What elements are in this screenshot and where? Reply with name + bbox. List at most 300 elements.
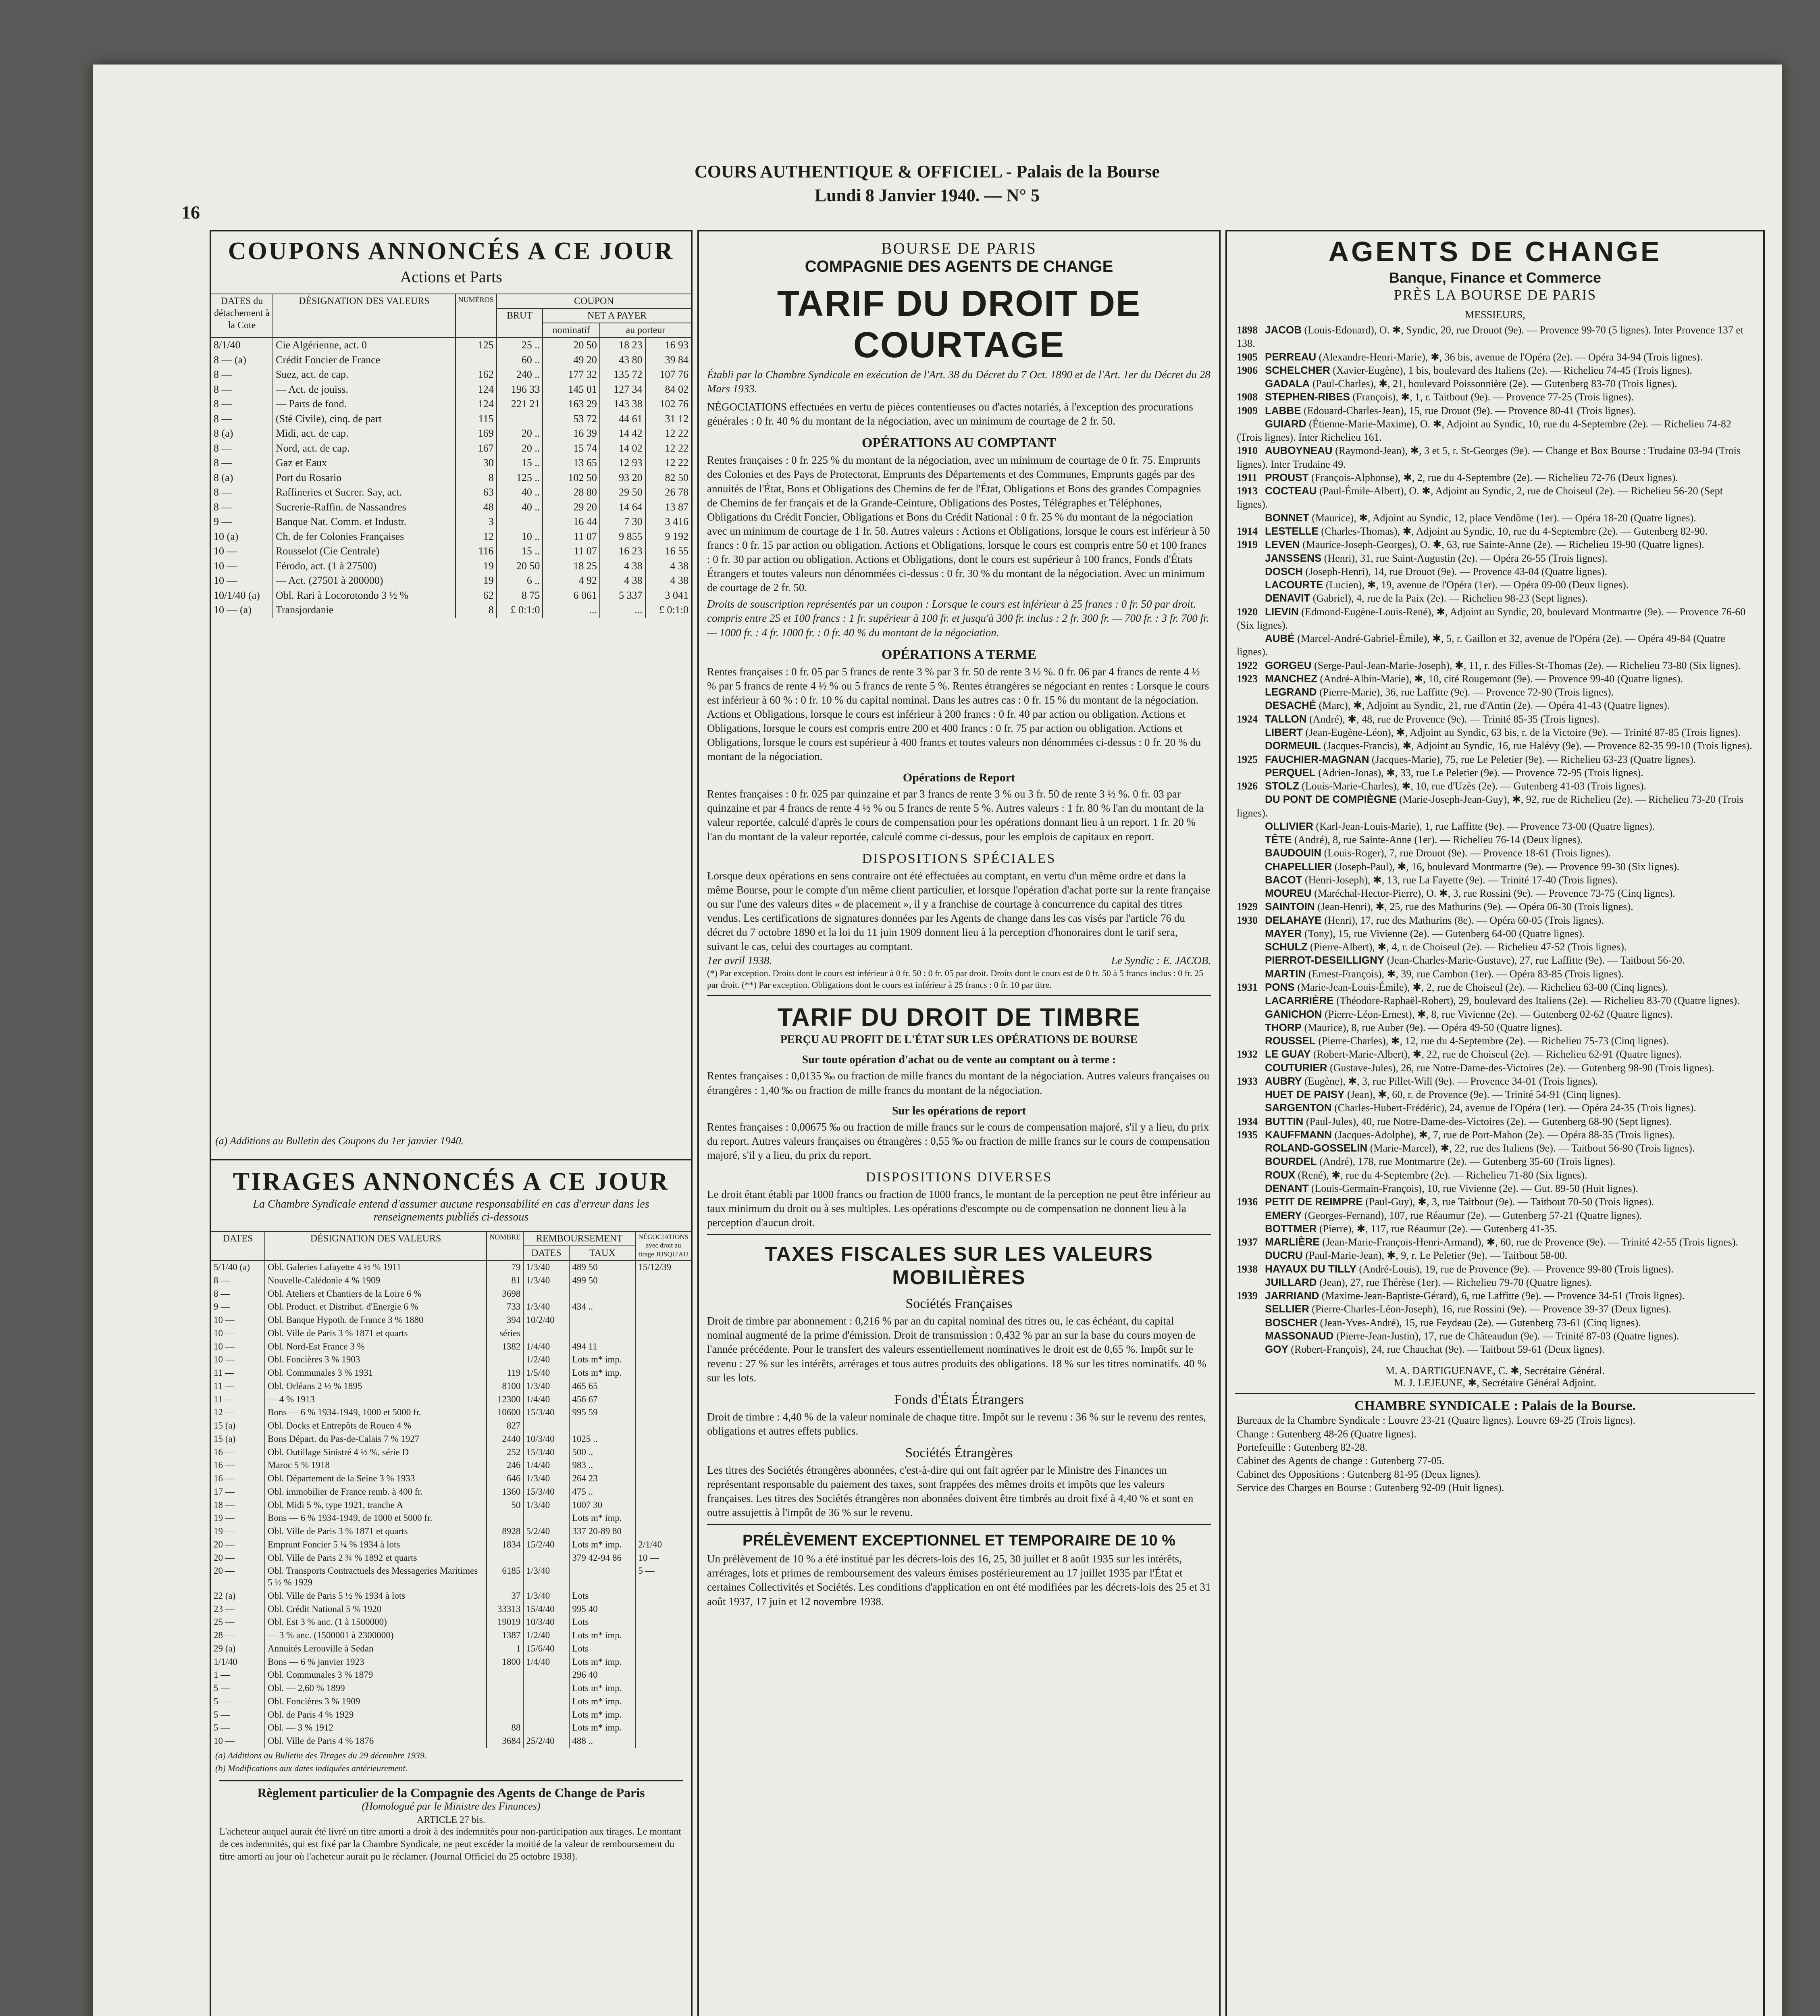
courtage-footnotes: (*) Par exception. Droits dont le cours est inférieur à 0 fr. 50 : 0 fr. 05 par droit. Droits dont le cours est de 0 fr. 50 à 5 francs inclus : 0 fr. 25 par droit. (**) Par exception. Obligations dont le cours est inférieur à 25 francs : 0 fr. 10 par titre. xyxy=(707,968,1204,990)
comptant-text: Rentes françaises : 0 fr. 225 % du montant de la négociation, avec un minimum de courtage de 0 fr. 75. Emprunts des Colonies et des Pays de Protectorat, Emprunts des Départements et des Communes, Emprunts gagés par des annuités de l'État, Bons et Obligations des Chemins de fer de l'État, Obligations et Bons des grandes Compagnies de Chemins de fer français et de la Grande-Ceinture, Obligations des Postes, Télégraphes et Téléphones, Obligations du Crédit Foncier, Obligations et Bons du Crédit National : 0 fr. 25 % du montant de la négociation avec un minimum de courtage de 1 fr. 50. Autres valeurs : Actions et Obligations, lorsque le cours est inférieur à 50 francs : 0 fr. 15 par action ou obligation. Actions et Obligations, lorsque le cours est compris entre 50 et 100 francs : 0 fr. 30 par action ou obligation. Actions et Obligations, dont le cours est supérieur à 100 francs, Fonds d'États Étrangers et toutes valeurs non dénommées ci-dessus : 0 fr. 30 % du montant de la négociation. Avec un minimum de courtage de 2 fr. 50. xyxy=(707,454,1210,594)
tirage-row xyxy=(211,1459,691,1472)
agent-name: MARTIN xyxy=(1265,967,1306,980)
tirage-cell xyxy=(523,1287,569,1301)
tirage-cell: 1/2/40 xyxy=(523,1353,569,1366)
agent-entry xyxy=(1237,685,1753,699)
courtage-title: TARIF DU DROIT DE COURTAGE xyxy=(777,283,1141,365)
coupon-cell: 25 .. xyxy=(497,337,543,353)
agent-entry xyxy=(1237,471,1753,484)
tirage-cell xyxy=(523,1668,569,1682)
tirage-cell xyxy=(635,1721,691,1735)
terme-title: OPÉRATIONS A TERME xyxy=(881,647,1037,662)
agent-entry xyxy=(1237,565,1753,578)
tirage-row xyxy=(211,1353,691,1366)
tirage-cell: Obl. Communales 3 % 1879 xyxy=(265,1668,487,1682)
coupon-cell: 12 22 xyxy=(645,426,691,441)
tirage-cell: 394 xyxy=(487,1314,523,1327)
coupon-cell: 125 .. xyxy=(497,471,543,485)
chambre-line: Service des Charges en Bourse : Gutenberg 92-09 (Huit lignes). xyxy=(1237,1481,1504,1493)
agent-details: (Jacques-Adolphe), ✱, 7, rue de Port-Mahon (2e). — Opéra 88-35 (Trois lignes). xyxy=(1334,1129,1675,1141)
tirage-cell: Obl. Ville de Paris 5 ½ % 1934 à lots xyxy=(265,1589,487,1603)
agent-entry xyxy=(1237,914,1753,927)
agent-entry xyxy=(1237,672,1753,685)
tirage-cell xyxy=(487,1552,523,1565)
tirage-cell: 983 .. xyxy=(569,1459,635,1472)
chambre-title: CHAMBRE SYNDICALE : Palais de la Bourse. xyxy=(1354,1398,1636,1414)
tirage-cell xyxy=(523,1682,569,1695)
agent-name: MAYER xyxy=(1265,927,1302,939)
coupon-cell: 10 — xyxy=(214,560,237,572)
agent-name: LEGRAND xyxy=(1265,686,1317,698)
agent-details: (Edmond-Eugène-Louis-René), ✱, Adjoint au Syndic, 20, boulevard Montmartre (9e). — Provence 76-60 (Six lignes). xyxy=(1237,606,1746,631)
coupon-cell: 196 33 xyxy=(497,382,543,397)
agent-name: SCHULZ xyxy=(1265,941,1308,953)
agent-name: SARGENTON xyxy=(1265,1102,1332,1114)
tirage-row xyxy=(211,1260,691,1274)
fonds-etrangers-text: Droit de timbre : 4,40 % de la valeur nominale de chaque titre. Impôt sur le revenu : 36 % sur le revenu des rentes, obligations et autres effets publics. xyxy=(707,1410,1206,1437)
agent-year: 1936 xyxy=(1237,1196,1258,1208)
agent-details: (Jacques-Marie), 75, rue Le Peletier (9e). — Richelieu 63-23 (Quatre lignes). xyxy=(1372,753,1696,765)
agent-name: TÊTE xyxy=(1265,833,1292,846)
col-nominatif: nominatif xyxy=(543,323,600,337)
coupon-cell: 135 72 xyxy=(600,367,645,382)
agent-name: BOTTMER xyxy=(1265,1222,1317,1235)
coupon-cell: 63 xyxy=(456,485,497,500)
tirage-cell: 500 .. xyxy=(569,1446,635,1459)
agent-details: (André), 178, rue Montmartre (2e). — Gutenberg 35-60 (Trois lignes). xyxy=(1319,1156,1616,1168)
coupon-cell: 4 38 xyxy=(600,559,645,574)
tirages-subtitle: La Chambre Syndicale entend d'assumer aucune responsabilité en cas d'erreur dans les renseignements publiés ci-dessous xyxy=(253,1198,649,1223)
page-number: 16 xyxy=(181,202,200,223)
reglement-title: Règlement particulier de la Compagnie des Agents de Change de Paris xyxy=(257,1785,645,1800)
agent-name: THORP xyxy=(1265,1021,1302,1033)
coupon-cell: 39 84 xyxy=(645,353,691,368)
tirage-cell: 5 — xyxy=(635,1564,691,1589)
tirage-cell: Lots xyxy=(569,1616,635,1629)
tirage-cell: Obl. Product. et Distribut. d'Energie 6 % xyxy=(265,1300,487,1314)
tirage-row xyxy=(211,1314,691,1327)
coupon-cell: (Sté Civile), cinq. de part xyxy=(273,412,456,427)
agent-name: LABBE xyxy=(1265,404,1301,417)
coupon-cell: 6 061 xyxy=(543,588,600,603)
coupon-cell: 15 74 xyxy=(543,441,600,456)
tirage-cell: 10 — xyxy=(214,1354,235,1365)
tirage-cell: 646 xyxy=(487,1472,523,1485)
tirage-cell: 5 — xyxy=(214,1696,230,1706)
coupon-cell: 9 — xyxy=(214,516,232,527)
agent-entry xyxy=(1237,1115,1753,1128)
tirage-cell: 11 — xyxy=(214,1394,234,1404)
coupon-cell: 44 61 xyxy=(600,412,645,427)
agent-entry xyxy=(1237,739,1753,752)
agent-details: (Jean-Yves-André), 15, rue Feydeau (2e). — Gutenberg 73-61 (Cinq lignes). xyxy=(1320,1316,1641,1329)
tirage-cell: 379 42-94 86 xyxy=(569,1552,635,1565)
agent-details: (Robert-Marie-Albert), ✱, 22, rue de Choiseul (2e). — Richelieu 62-91 (Quatre lignes). xyxy=(1313,1048,1682,1060)
coupon-cell: 8 xyxy=(456,471,497,485)
tirage-cell xyxy=(523,1419,569,1433)
agent-details: (Maréchal-Hector-Pierre), O. ✱, 3, rue Rossini (9e). — Provence 73-75 (Cinq lignes). xyxy=(1314,887,1675,900)
agent-entry xyxy=(1237,833,1753,846)
col-t-remboursement: REMBOURSEMENT xyxy=(523,1231,635,1246)
tirage-row xyxy=(211,1721,691,1735)
agent-year: 1910 xyxy=(1237,445,1258,457)
tirage-cell xyxy=(569,1287,635,1301)
coupon-cell: Suez, act. de cap. xyxy=(273,367,456,382)
tirage-cell: 6185 xyxy=(487,1564,523,1589)
coupons-note: (a) Additions au Bulletin des Coupons du 1er janvier 1940. xyxy=(215,1135,464,1147)
tirage-cell: 28 — xyxy=(214,1630,235,1640)
tirage-cell: 10 — xyxy=(214,1341,235,1352)
tirage-row xyxy=(211,1472,691,1485)
coupon-cell: 16 55 xyxy=(645,544,691,559)
agent-details: (Jean), 27, rue Thérèse (1er). — Richelieu 79-70 (Quatre lignes). xyxy=(1319,1276,1592,1288)
agent-entry xyxy=(1237,390,1753,404)
coupon-cell: 12 93 xyxy=(600,456,645,471)
tirage-row xyxy=(211,1485,691,1499)
coupons-tirages-column xyxy=(210,230,693,2016)
tirage-cell: 488 .. xyxy=(569,1735,635,1748)
tirage-cell: 20 — xyxy=(214,1552,235,1563)
coupon-cell: 8 — xyxy=(214,412,232,425)
agent-entry xyxy=(1237,1034,1753,1048)
agents-subtitle: Banque, Finance et Commerce xyxy=(1389,269,1602,286)
agent-name: GOY xyxy=(1265,1343,1288,1356)
agent-details: (Jean), ✱, 60, r. de Provence (9e). — Trinité 54-91 (Cinq lignes). xyxy=(1347,1089,1621,1101)
tirage-cell: 1025 .. xyxy=(569,1433,635,1446)
coupon-cell: 16 39 xyxy=(543,426,600,441)
coupon-cell: 12 xyxy=(456,529,497,544)
agent-details: (Maxime-Jean-Baptiste-Gérard), 6, rue Laffitte (9e). — Provence 34-51 (Trois lignes). xyxy=(1321,1290,1685,1302)
tirage-row xyxy=(211,1525,691,1538)
coupon-cell: Férodo, act. (1 à 27500) xyxy=(273,559,456,574)
diverses-text: Le droit étant établi par 1000 francs ou fraction de 1000 francs, le montant de la perception ne peut être inférieur au taux minimum du droit ou à ses multiples. Les opérations d'escompte ou de compensation ne donnent lieu à la perception d'aucun droit. xyxy=(707,1188,1211,1229)
coupon-cell: 162 xyxy=(456,367,497,382)
tirage-cell: 15/3/40 xyxy=(523,1485,569,1499)
agent-name: MARLIÈRE xyxy=(1265,1236,1320,1248)
coupon-cell: 124 xyxy=(456,397,497,412)
chambre-list xyxy=(1227,1414,1763,1494)
coupon-cell: 8 xyxy=(456,603,497,618)
coupon-cell: 10/1/40 (a) xyxy=(214,589,260,601)
coupon-cell: 115 xyxy=(456,412,497,427)
agent-name: DORMEUIL xyxy=(1265,739,1321,752)
coupon-cell: 4 38 xyxy=(645,559,691,574)
agent-details: (Pierre-Charles-Léon-Joseph), 16, rue Rossini (9e). — Provence 39-37 (Deux lignes). xyxy=(1312,1303,1672,1315)
agent-entry xyxy=(1237,1155,1753,1168)
header-title: COURS AUTHENTIQUE & OFFICIEL - Palais de la Bourse xyxy=(695,162,1160,181)
agent-year: 1905 xyxy=(1237,351,1258,363)
tirage-cell: 1387 xyxy=(487,1629,523,1642)
tirage-cell: 8100 xyxy=(487,1380,523,1393)
tirage-cell xyxy=(635,1433,691,1446)
tirage-cell: 434 .. xyxy=(569,1300,635,1314)
agent-entry xyxy=(1237,1276,1753,1289)
tirage-cell: Obl. Département de la Seine 3 % 1933 xyxy=(265,1472,487,1485)
tirage-row xyxy=(211,1300,691,1314)
tirage-cell xyxy=(523,1327,569,1340)
agent-details: (Henri-Joseph), ✱, 13, rue La Fayette (9e). — Trinité 17-40 (Trois lignes). xyxy=(1304,874,1618,886)
tirage-cell: 15/3/40 xyxy=(523,1446,569,1459)
coupon-cell: 20 50 xyxy=(543,337,600,353)
agent-entry xyxy=(1237,860,1753,873)
tirage-cell xyxy=(635,1668,691,1682)
tirage-cell xyxy=(635,1656,691,1669)
coupon-cell: 14 64 xyxy=(600,500,645,515)
coupon-cell: 145 01 xyxy=(543,382,600,397)
coupon-cell: 40 .. xyxy=(497,485,543,500)
dispositions-text: Lorsque deux opérations en sens contraire ont été effectuées au comptant, en vertu d'un même ordre et dans la même Bourse, pour le compte d'un même client particulier, et lorsque l'opération d'achat porte sur la rente française ou sur l'une des valeurs dites « de placement », il y a franchise de courtage à concurrence du capital des titres vendus. Les certifications de signatures données par les Agents de change dans les cas visés par l'article 76 du décret du 7 octobre 1890 et la loi du 11 juin 1909 donnent lieu à la perception d'honoraires dont le tarif sera, suivant le cas, celui des courtages au comptant. xyxy=(707,869,1211,953)
agent-details: (Louis-Germain-François), 10, rue Vivienne (2e). — Gut. 89-50 (Huit lignes). xyxy=(1311,1183,1638,1194)
tirage-cell xyxy=(635,1287,691,1301)
agent-name: JACOB xyxy=(1265,324,1302,336)
agent-entry xyxy=(1237,927,1753,940)
tirage-cell: Lots m* imp. xyxy=(569,1695,635,1708)
coupon-cell: 102 76 xyxy=(645,397,691,412)
agent-entry xyxy=(1237,1168,1753,1182)
coupon-cell: 6 .. xyxy=(497,573,543,588)
tirage-cell xyxy=(523,1512,569,1525)
tirage-cell: 489 50 xyxy=(569,1260,635,1274)
tirage-row xyxy=(211,1552,691,1565)
tirage-cell: Obl. immobilier de France remb. à 400 fr. xyxy=(265,1485,487,1499)
agent-details: (Paul-Marie-Jean), ✱, 9, r. Le Peletier (9e). — Taitbout 58-00. xyxy=(1305,1250,1568,1262)
agents-subtitle2: PRÈS LA BOURSE DE PARIS xyxy=(1394,287,1597,303)
agent-details: (Maurice), ✱, Adjoint au Syndic, 12, place Vendôme (1er). — Opéra 18-20 (Quatre lignes). xyxy=(1312,512,1696,524)
coupons-title: COUPONS ANNONCÉS A CE JOUR xyxy=(228,237,674,265)
tirage-cell: Lots m* imp. xyxy=(569,1721,635,1735)
agent-entry xyxy=(1237,1021,1753,1034)
tirage-cell xyxy=(635,1708,691,1722)
tirage-cell: 1/4/40 xyxy=(523,1340,569,1354)
dispositions-title: DISPOSITIONS SPÉCIALES xyxy=(862,851,1056,866)
col-dates: DATES du détachement à la Cote xyxy=(211,294,273,337)
tirage-cell: 252 xyxy=(487,1446,523,1459)
tirage-cell: 264 23 xyxy=(569,1472,635,1485)
societes-etrangeres-title: Sociétés Étrangères xyxy=(905,1445,1013,1460)
agent-name: PERQUEL xyxy=(1265,766,1316,779)
agent-details: (Robert-François), 24, rue Chauchat (9e). — Taitbout 59-61 (Deux lignes). xyxy=(1291,1343,1605,1356)
agent-name: ROUX xyxy=(1265,1168,1296,1181)
coupon-cell: 8 (a) xyxy=(214,471,233,483)
agent-name: LACARRIÈRE xyxy=(1265,994,1334,1007)
agent-name: BONNET xyxy=(1265,511,1309,524)
coupon-cell: 13 65 xyxy=(543,456,600,471)
agent-name: MANCHEZ xyxy=(1265,672,1317,685)
agent-details: (André-Louis), 19, rue de Provence (9e). — Provence 99-80 (Trois lignes). xyxy=(1359,1263,1674,1275)
agent-details: (Edouard-Charles-Jean), 15, rue Drouot (9e). — Provence 80-41 (Trois lignes). xyxy=(1304,404,1636,417)
agent-entry xyxy=(1237,511,1753,525)
tirage-cell: Obl. Nord-Est France 3 % xyxy=(265,1340,487,1354)
tirage-cell: 33313 xyxy=(487,1603,523,1616)
messieurs-label: MESSIEURS, xyxy=(1465,309,1525,321)
agent-details: (Maurice-Joseph-Georges), O. ✱, 63, rue Sainte-Anne (2e). — Richelieu 19-90 (Quatre lignes). xyxy=(1302,539,1704,551)
coupon-cell: 8 — (a) xyxy=(214,354,246,366)
tirage-cell: 16 — xyxy=(214,1447,235,1457)
coupon-cell: 19 xyxy=(456,559,497,574)
agent-details: (Xavier-Eugène), 1 bis, boulevard des Italiens (2e). — Richelieu 74-45 (Trois lignes). xyxy=(1333,364,1692,376)
agent-entry xyxy=(1237,323,1753,350)
coupon-cell: 8 — xyxy=(214,383,232,395)
tirage-cell xyxy=(635,1472,691,1485)
tirage-cell: 5/2/40 xyxy=(523,1525,569,1538)
agent-entry xyxy=(1237,846,1753,860)
tirage-cell: 10 — xyxy=(214,1328,235,1338)
tirage-cell: 1800 xyxy=(487,1656,523,1669)
agent-details: (Henri), 17, rue des Mathurins (8e). — Opéra 60-05 (Trois lignes). xyxy=(1324,914,1604,926)
diverses-title: DISPOSITIONS DIVERSES xyxy=(865,1169,1052,1185)
coupon-cell: Raffineries et Sucrer. Say, act. xyxy=(273,485,456,500)
reglement-subtitle: (Homologué par le Ministre des Finances) xyxy=(362,1800,541,1812)
agent-details: (François), ✱, 1, r. Taitbout (9e). — Provence 77-25 (Trois lignes). xyxy=(1352,391,1634,403)
agent-entry xyxy=(1237,1329,1753,1343)
coupon-cell: Cie Algérienne, act. 0 xyxy=(273,337,456,353)
tirage-cell xyxy=(487,1353,523,1366)
tirage-row xyxy=(211,1616,691,1629)
terme-text: Rentes françaises : 0 fr. 05 par 5 francs de rente 3 % par 3 fr. 50 de rente 3 ½ %. 0 fr. 06 par 4 francs de rente 4 ½ % par 5 francs de rente 4 ½ % ou 5 francs de rente 5 %. Rentes étrangères se négociant en rentes : Lorsque le cours est inférieur à 60 % : 0 fr. 10 % du capital nominal. Dans les autres cas : 0 fr. 15 % du montant de la négociation. Actions et Obligations, lorsque le cours est inférieur à 200 francs : 0 fr. 40 par action ou obligation. Actions et Obligations, lorsque le cours est compris entre 200 et 400 francs : 0 fr. 75 par action ou obligation. Actions et Obligations, lorsque le cours est supérieur à 400 francs et toutes valeurs non dénommées ci-dessus : 0 fr. 20 % du montant de la négociation. xyxy=(707,665,1209,763)
tirage-cell: Lots xyxy=(569,1642,635,1656)
agent-details: (Jean-Eugène-Léon), ✱, Adjoint au Syndic, 63 bis, r. de la Victoire (9e). — Trinité 87-85 (Trois lignes). xyxy=(1305,726,1741,738)
tirage-cell: Obl. Communales 3 % 1931 xyxy=(265,1366,487,1380)
chambre-line: Cabinet des Agents de change : Gutenberg 77-05. xyxy=(1237,1455,1445,1467)
agent-name: COUTURIER xyxy=(1265,1061,1327,1074)
tirage-cell: 8 — xyxy=(214,1288,230,1299)
coupon-cell: 10 (a) xyxy=(214,530,239,542)
tirage-cell: 9 — xyxy=(214,1302,230,1312)
tirage-cell: Obl. Orléans 2 ½ % 1895 xyxy=(265,1380,487,1393)
coupon-cell: 8 — xyxy=(214,398,232,410)
tirage-cell: 2440 xyxy=(487,1433,523,1446)
tirage-cell xyxy=(635,1459,691,1472)
agent-entry xyxy=(1237,1222,1753,1235)
tirage-cell: 337 20-89 80 xyxy=(569,1525,635,1538)
tirage-cell: 475 .. xyxy=(569,1485,635,1499)
tirage-row xyxy=(211,1512,691,1525)
coupon-row xyxy=(211,382,691,397)
agent-entry xyxy=(1237,699,1753,712)
coupon-cell: 8 — xyxy=(214,457,232,469)
coupon-cell: — Act. (27501 à 200000) xyxy=(273,573,456,588)
tirage-cell: 20 — xyxy=(214,1566,235,1576)
tirage-cell: Obl. Ville de Paris 4 % 1876 xyxy=(265,1735,487,1748)
coupon-cell: 62 xyxy=(456,588,497,603)
agent-year: 1930 xyxy=(1237,914,1258,926)
tirage-cell: 19 — xyxy=(214,1526,235,1536)
tirages-note-a: (a) Additions au Bulletin des Tirages du 29 décembre 1939. xyxy=(215,1750,427,1760)
tirage-row xyxy=(211,1393,691,1406)
coupon-cell: 20 .. xyxy=(497,441,543,456)
tirage-cell: Obl. Ville de Paris 2 ¾ % 1892 et quarts xyxy=(265,1552,487,1565)
tirage-cell xyxy=(635,1340,691,1354)
agent-name: LACOURTE xyxy=(1265,579,1323,591)
coupon-cell: 13 87 xyxy=(645,500,691,515)
tirage-row xyxy=(211,1446,691,1459)
tirage-cell xyxy=(523,1708,569,1722)
tirage-cell: 995 40 xyxy=(569,1603,635,1616)
agent-entry xyxy=(1237,1128,1753,1141)
coupon-cell: Banque Nat. Comm. et Industr. xyxy=(273,514,456,529)
tirage-cell: Lots xyxy=(569,1589,635,1603)
coupon-cell: 15 .. xyxy=(497,456,543,471)
agent-entry xyxy=(1237,954,1753,967)
agent-entry xyxy=(1237,753,1753,766)
tirage-cell: Lots m* imp. xyxy=(569,1366,635,1380)
tirage-cell: 827 xyxy=(487,1419,523,1433)
tirage-cell xyxy=(635,1380,691,1393)
coupon-cell: 14 02 xyxy=(600,441,645,456)
tirage-row xyxy=(211,1603,691,1616)
chambre-line: Change : Gutenberg 48-26 (Quatre lignes). xyxy=(1237,1428,1416,1440)
tirage-cell xyxy=(635,1393,691,1406)
tirage-cell: 23 — xyxy=(214,1604,235,1614)
col-t-negociations: NÉGOCIATIONS avec droit au tirage JUSQU'AU xyxy=(635,1231,691,1260)
agent-entry xyxy=(1237,940,1753,954)
tirage-row xyxy=(211,1735,691,1748)
coupon-cell: £ 0:1:0 xyxy=(645,603,691,618)
coupon-cell: 169 xyxy=(456,426,497,441)
agent-details: (André-Albin-Marie), ✱, 10, cité Rougemont (9e). — Provence 99-40 (Quatre lignes). xyxy=(1320,673,1683,685)
tirage-cell: Obl. Foncières 3 % 1903 xyxy=(265,1353,487,1366)
agent-entry xyxy=(1237,444,1753,471)
coupon-cell: 12 22 xyxy=(645,456,691,471)
agent-entry xyxy=(1237,726,1753,739)
agent-name: SELLIER xyxy=(1265,1303,1309,1315)
agent-year: 1906 xyxy=(1237,364,1258,376)
tirage-cell: 1/3/40 xyxy=(523,1260,569,1274)
tirage-cell xyxy=(635,1512,691,1525)
coupons-section xyxy=(211,231,691,1160)
tirages-title: TIRAGES ANNONCÉS A CE JOUR xyxy=(233,1168,670,1195)
agent-entry xyxy=(1237,1343,1753,1356)
agent-name: ROUSSEL xyxy=(1265,1035,1316,1047)
negociations-text: NÉGOCIATIONS effectuées en vertu de pièces contentieuses ou d'actes notariés, à l'exception des procurations générales : 0 fr. 40 % du montant de la négociation, avec un minimum de courtage de 2 fr. 50. xyxy=(707,401,1193,427)
coupon-cell: 26 78 xyxy=(645,485,691,500)
tirage-cell: 1/3/40 xyxy=(523,1300,569,1314)
tirage-cell xyxy=(635,1419,691,1433)
agent-entry xyxy=(1237,659,1753,672)
agent-entry xyxy=(1237,1048,1753,1061)
tirage-cell: Obl. — 3 % 1912 xyxy=(265,1721,487,1735)
tirage-row xyxy=(211,1682,691,1695)
tirage-cell xyxy=(635,1682,691,1695)
agent-details: (Gustave-Jules), 26, rue Notre-Dame-des-Victoires (2e). — Gutenberg 98-90 (Trois lignes). xyxy=(1330,1062,1714,1074)
agent-details: (Pierre), ✱, 117, rue Réaumur (2e). — Gutenberg 41-35. xyxy=(1319,1223,1558,1235)
tirage-cell: Bons Départ. du Pas-de-Calais 7 % 1927 xyxy=(265,1433,487,1446)
agent-year: 1933 xyxy=(1237,1075,1258,1087)
tirage-row xyxy=(211,1589,691,1603)
agent-entry xyxy=(1237,1262,1753,1276)
tirage-cell: séries xyxy=(487,1327,523,1340)
tirage-cell: 246 xyxy=(487,1459,523,1472)
coupon-cell: Transjordanie xyxy=(273,603,456,618)
tirage-cell: 1/2/40 xyxy=(523,1629,569,1642)
coupon-cell: 16 93 xyxy=(645,337,691,353)
agent-name: ROLAND-GOSSELIN xyxy=(1265,1142,1368,1154)
timbre-title: TARIF DU DROIT DE TIMBRE xyxy=(777,1004,1141,1032)
tirage-cell: 11 — xyxy=(214,1368,234,1378)
signature: Le Syndic : E. JACOB. xyxy=(1111,954,1211,967)
tirage-cell: 16 — xyxy=(214,1460,235,1470)
coupon-cell: 82 50 xyxy=(645,471,691,485)
tirage-row xyxy=(211,1274,691,1287)
agent-name: PERREAU xyxy=(1265,350,1317,363)
tirage-cell: 5 — xyxy=(214,1722,230,1733)
agent-details: (Alexandre-Henri-Marie), ✱, 36 bis, avenue de l'Opéra (2e). — Opéra 34-94 (Trois lignes). xyxy=(1319,351,1703,363)
coupon-cell: 10 .. xyxy=(497,529,543,544)
coupon-cell: 18 23 xyxy=(600,337,645,353)
agent-name: DUCRU xyxy=(1265,1249,1303,1262)
agent-details: (Jean-Charles-Marie-Gustave), 27, rue Laffitte (9e). — Taitbout 56-20. xyxy=(1387,954,1685,966)
agent-name: PIERROT-DESEILLIGNY xyxy=(1265,954,1385,966)
